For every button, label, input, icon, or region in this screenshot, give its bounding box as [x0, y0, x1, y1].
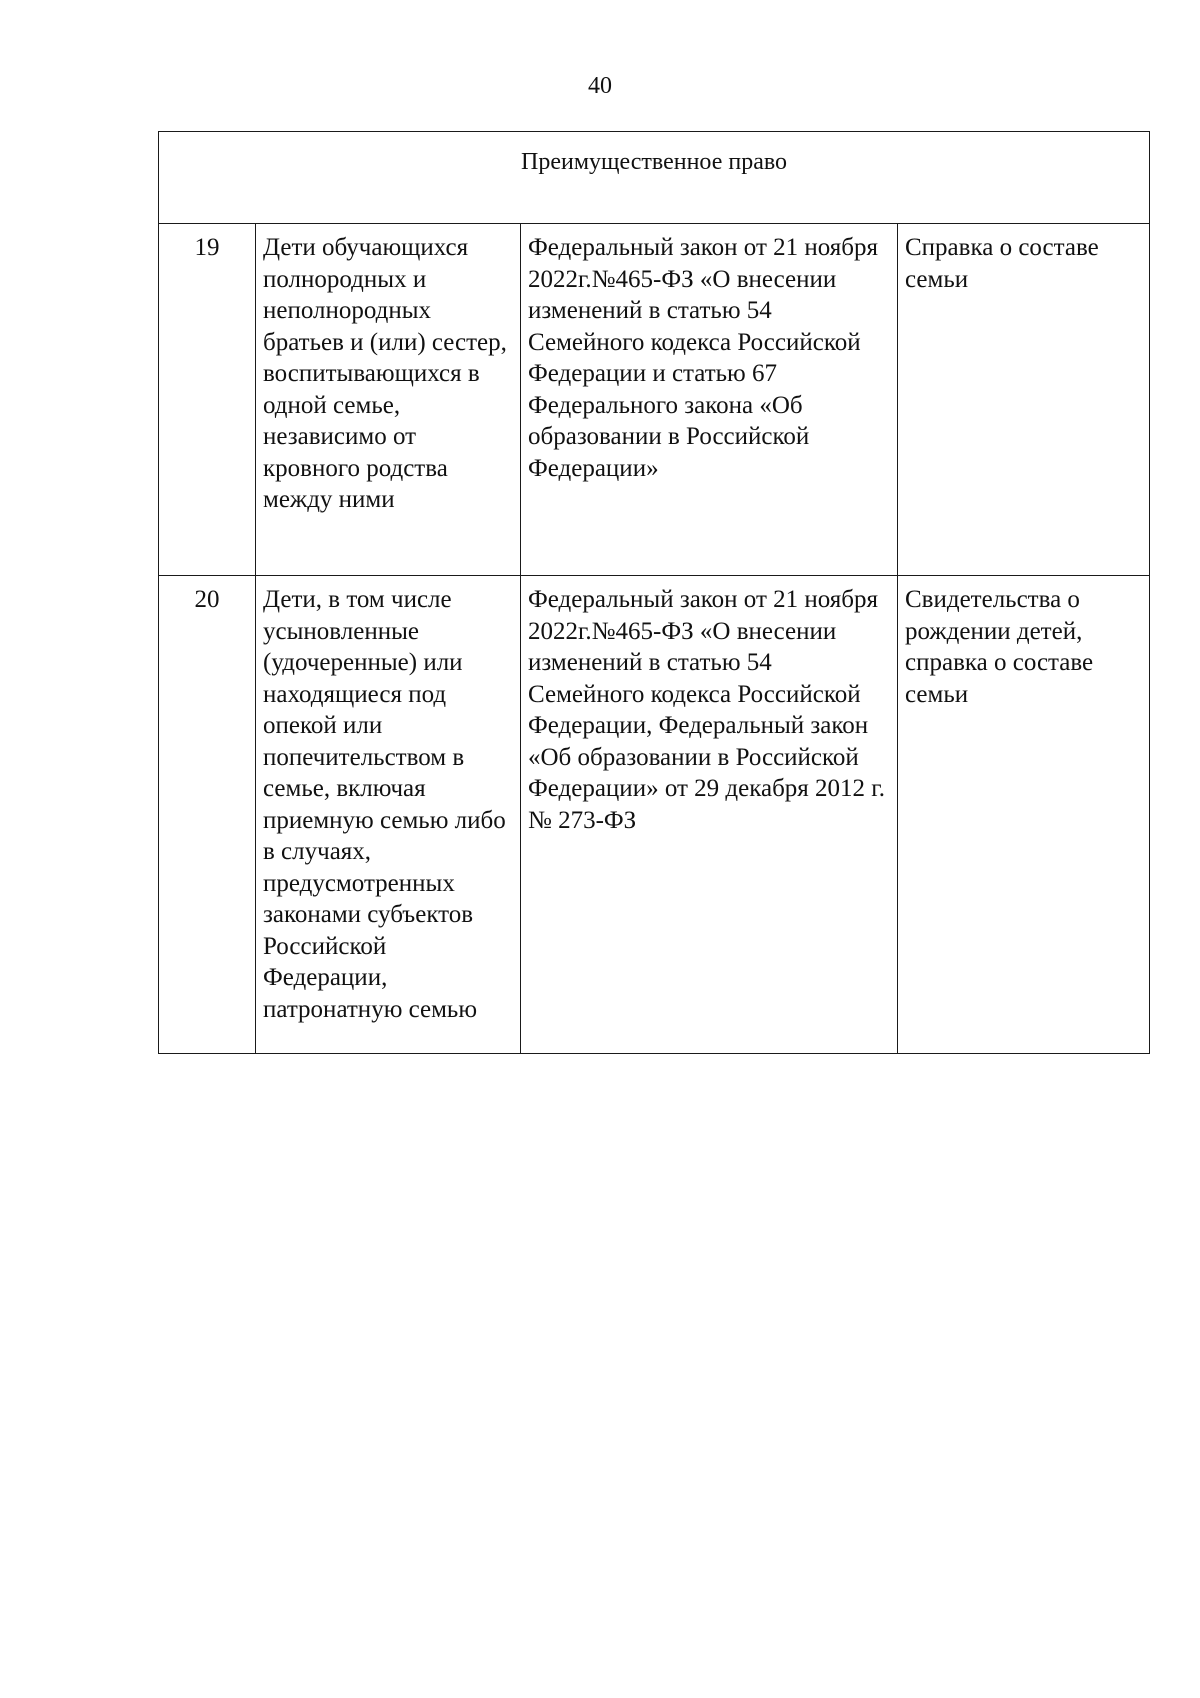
legal-basis-text: Федеральный закон от 21 ноября 2022г.№465-ФЗ «О внесении изменений в статью 54 Семейного кодекса Российской Федерации, Федеральный закон «Об образовании в Российской Федерации» от 29 декабря 2012 г. № 273-ФЗ: [528, 586, 885, 834]
section-header: Преимущественное право: [159, 132, 1150, 224]
table-row: [159, 576, 1150, 1054]
category-text: Дети, в том числе усыновленные (удочеренные) или находящиеся под опекой или попечительством в семье, включая приемную семью либо в случаях, предусмотренных законами субъектов Российской Федерации, патронатную семью: [263, 586, 506, 1023]
page-number: 40: [588, 73, 612, 99]
legal-basis-cell: [521, 576, 898, 1054]
legal-basis-text: Федеральный закон от 21 ноября 2022г.№465-ФЗ «О внесении изменений в статью 54 Семейного кодекса Российской Федерации и статью 67 Федерального закона «Об образовании в Российской Федерации»: [528, 234, 879, 482]
legal-basis-cell: [521, 224, 898, 576]
documents-text: Справка о составе семьи: [905, 234, 1099, 293]
documents-cell: [898, 224, 1150, 576]
row-number: 20: [159, 576, 256, 1054]
category-cell: [256, 224, 521, 576]
section-header-row: [159, 132, 1150, 224]
documents-text: Свидетельства о рождении детей, справка о составе семьи: [905, 586, 1094, 708]
table-row: [159, 224, 1150, 576]
privilege-table: [158, 131, 1150, 1054]
category-text: Дети обучающихся полнородных и неполнородных братьев и (или) сестер, воспитывающихся в одной семье, независимо от кровного родства между ними: [263, 234, 507, 513]
documents-cell: [898, 576, 1150, 1054]
category-cell: [256, 576, 521, 1054]
row-number: 19: [159, 224, 256, 576]
